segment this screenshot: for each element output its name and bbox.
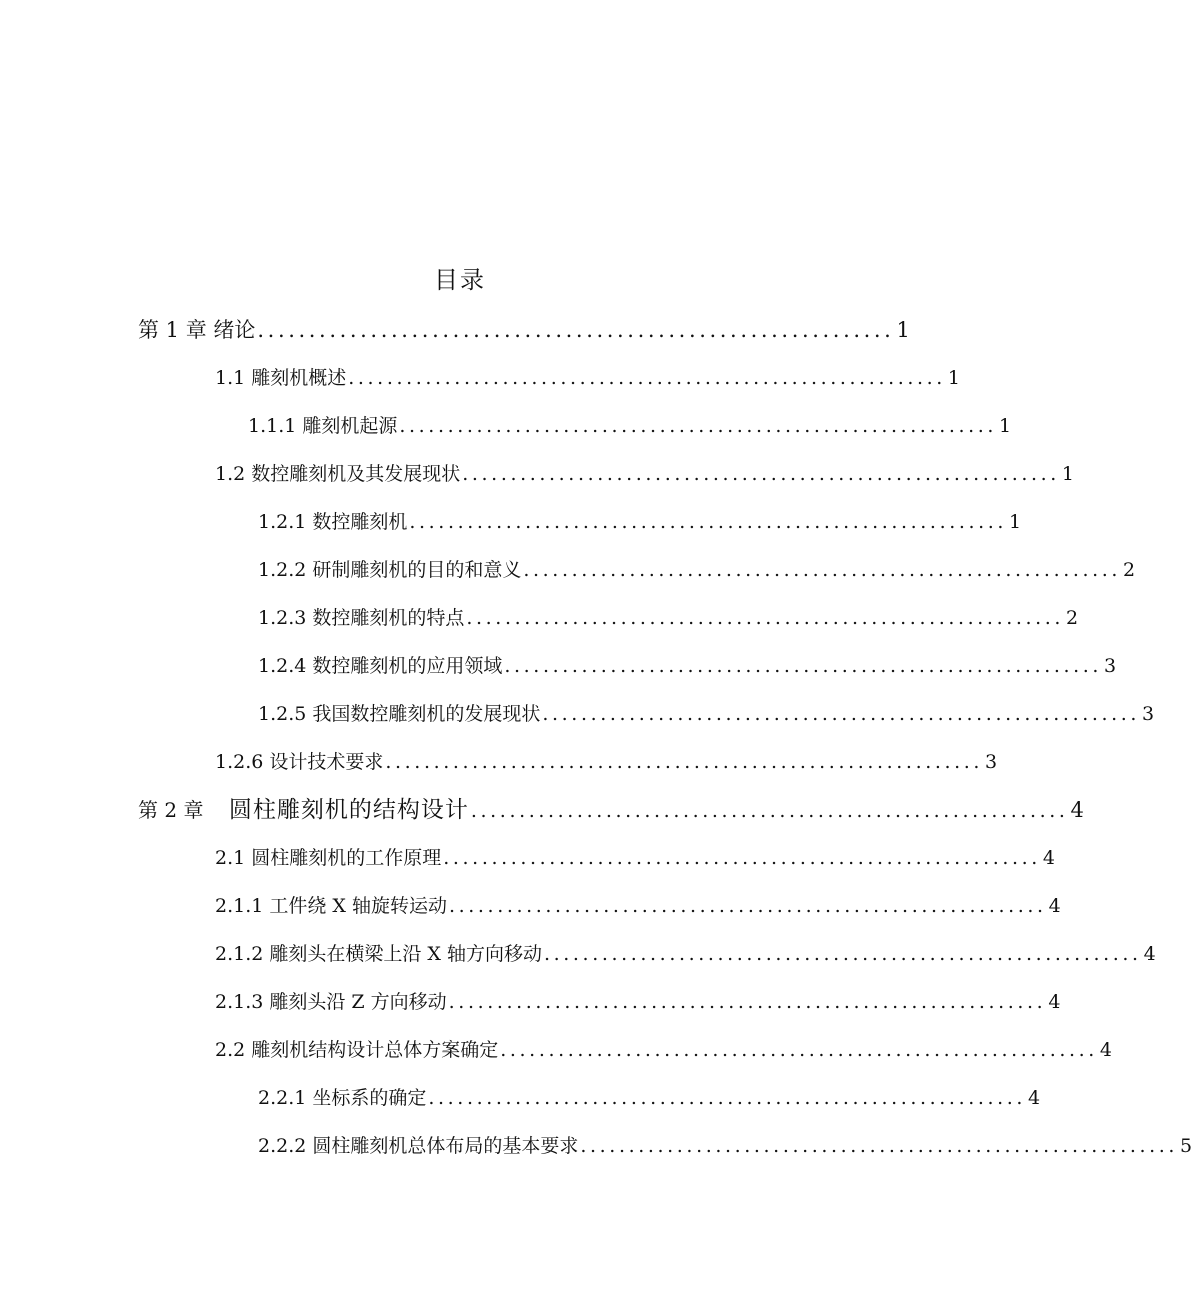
toc-leader-dots: .............................................................. (544, 943, 1142, 965)
toc-leader-dots: .............................................................. (462, 463, 1060, 485)
toc-entry-label: 2.1 圆柱雕刻机的工作原理 (215, 847, 442, 869)
toc-entry-page: 4 (1048, 991, 1061, 1013)
toc-entry-page: 4 (1048, 895, 1061, 917)
toc-entry-label: 1.2 数控雕刻机及其发展现状 (215, 463, 461, 485)
chapter-number: 第 2 章 (138, 798, 204, 822)
toc-entry-2-2-2[interactable] (258, 1131, 1192, 1161)
toc-entry-page: 1 (999, 415, 1012, 437)
toc-entry-1-2-4[interactable] (258, 651, 1117, 681)
toc-entry-label: 2.2 雕刻机结构设计总体方案确定 (215, 1039, 499, 1061)
toc-entry-page: 2 (1066, 607, 1079, 629)
toc-leader-dots: .............................................................. (385, 751, 984, 773)
toc-entry-1-2-5[interactable] (258, 699, 1155, 729)
toc-entry-page: 1 (1061, 463, 1075, 485)
toc-entry-page: 4 (1028, 1087, 1041, 1109)
toc-leader-dots: .............................................................. (409, 511, 1008, 533)
toc-entry-1-2[interactable] (215, 459, 1075, 489)
toc-entry-2-2-1[interactable] (258, 1083, 1041, 1113)
toc-entry-label: 1.2.4 数控雕刻机的应用领域 (258, 655, 503, 677)
toc-entry-page: 1 (1009, 511, 1022, 533)
toc-entry-label: 1.2.5 我国数控雕刻机的发展现状 (258, 703, 541, 725)
toc-leader-dots: .............................................................. (449, 895, 1047, 917)
toc-entry-label: 1.1 雕刻机概述 (215, 367, 347, 389)
toc-entry-label: 2.1.2 雕刻头在横梁上沿 X 轴方向移动 (215, 943, 542, 965)
toc-leader-dots: .............................................................. (448, 991, 1047, 1013)
toc-leader-dots: .............................................................. (500, 1039, 1098, 1061)
toc-leader-dots: .............................................................. (399, 415, 998, 437)
toc-entry-page: 1 (896, 318, 910, 342)
toc-entry-1-2-3[interactable] (258, 603, 1079, 633)
toc-entry-page: 2 (1123, 559, 1136, 581)
toc-leader-dots: .............................................................. (428, 1087, 1027, 1109)
toc-entry-label: 1.1.1 雕刻机起源 (248, 415, 398, 437)
toc-entry-label: 1.2.3 数控雕刻机的特点 (258, 607, 465, 629)
toc-entry-label: 2.1.1 工件绕 X 轴旋转运动 (215, 895, 447, 917)
toc-entry-chapter-1[interactable] (138, 315, 910, 345)
toc-title: 目录 (434, 266, 486, 294)
toc-entry-page: 3 (1104, 655, 1117, 677)
toc-leader-dots: .............................................................. (443, 847, 1041, 869)
toc-entry-1-2-2[interactable] (258, 555, 1136, 585)
toc-entry-page: 5 (1180, 1135, 1192, 1157)
toc-entry-page: 3 (985, 751, 998, 773)
toc-entry-page: 4 (1099, 1039, 1113, 1061)
toc-entry-label (138, 795, 469, 825)
toc-entry-label: 1.2.2 研制雕刻机的目的和意义 (258, 559, 522, 581)
toc-entry-label: 第 1 章 绪论 (138, 318, 256, 342)
toc-entry-1-2-6[interactable] (215, 747, 998, 777)
toc-entry-page: 4 (1143, 943, 1156, 965)
toc-entry-chapter-2[interactable] (138, 795, 1084, 825)
toc-entry-label: 1.2.1 数控雕刻机 (258, 511, 408, 533)
toc-entry-2-1-3[interactable] (215, 987, 1061, 1017)
toc-entry-2-1-1[interactable] (215, 891, 1061, 921)
toc-leader-dots: .............................................................. (504, 655, 1103, 677)
toc-entry-label: 2.2.1 坐标系的确定 (258, 1087, 427, 1109)
toc-entry-1-1[interactable] (215, 363, 961, 393)
toc-entry-label: 2.2.2 圆柱雕刻机总体布局的基本要求 (258, 1135, 579, 1157)
toc-leader-dots: .............................................................. (580, 1135, 1179, 1157)
toc-entry-page: 4 (1042, 847, 1056, 869)
toc-entry-page: 1 (947, 367, 961, 389)
toc-entry-page: 4 (1070, 798, 1084, 822)
toc-entry-label: 1.2.6 设计技术要求 (215, 751, 384, 773)
toc-entry-2-1-2[interactable] (215, 939, 1156, 969)
toc-entry-1-2-1[interactable] (258, 507, 1022, 537)
toc-leader-dots: .............................................................. (257, 318, 895, 342)
toc-leader-dots: .............................................................. (348, 367, 946, 389)
toc-entry-2-1[interactable] (215, 843, 1056, 873)
toc-entry-1-1-1[interactable] (248, 411, 1012, 441)
toc-leader-dots: .............................................................. (466, 607, 1065, 629)
chapter-title: 圆柱雕刻机的结构设计 (228, 797, 469, 823)
toc-leader-dots: .............................................................. (542, 703, 1141, 725)
toc-leader-dots: .............................................................. (470, 800, 1069, 822)
toc-leader-dots: .............................................................. (523, 559, 1122, 581)
toc-entry-page: 3 (1142, 703, 1155, 725)
toc-entry-2-2[interactable] (215, 1035, 1113, 1065)
toc-entry-label: 2.1.3 雕刻头沿 Z 方向移动 (215, 991, 447, 1013)
